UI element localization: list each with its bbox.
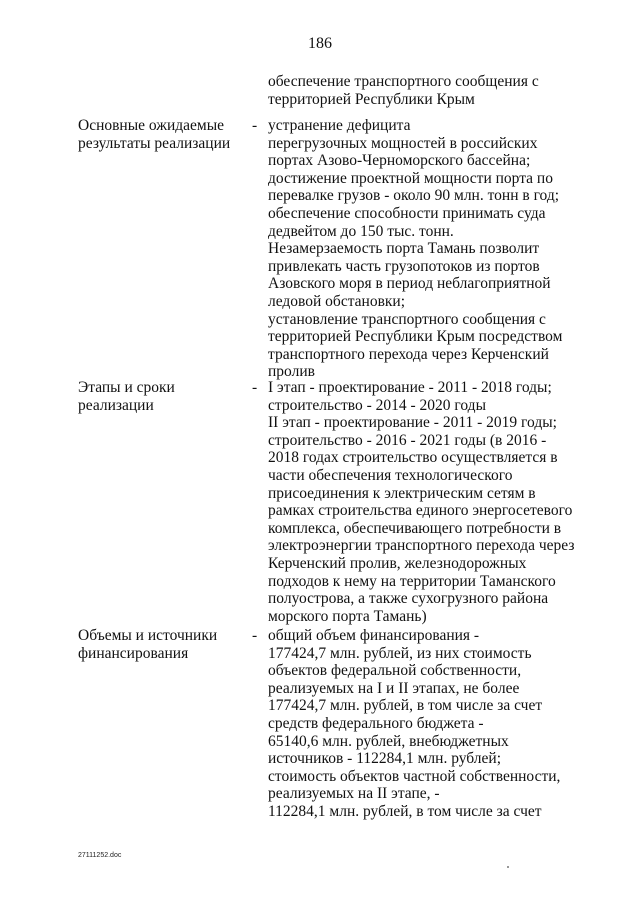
section-label-stages (78, 379, 248, 414)
content-line: 177424,7 млн. рублей, из них стоимость (268, 644, 532, 662)
intro-line: обеспечение транспортного сообщения с (268, 73, 539, 90)
intro-line: территорией Республики Крым (268, 90, 475, 108)
content-line: 65140,6 млн. рублей, внебюджетных (268, 732, 509, 750)
page-number: 186 (308, 35, 332, 52)
content-line: объектов федеральной собственности, (268, 662, 522, 680)
section-label-results (78, 117, 248, 152)
content-line: 177424,7 млн. рублей, в том числе за счет (268, 697, 543, 715)
content-line: морского порта Тамань) (268, 607, 427, 625)
section-dash: - (252, 117, 258, 134)
content-line: территорией Республики Крым посредством (268, 328, 563, 346)
content-line: рамках строительства единого энергосетевого (268, 502, 573, 520)
content-line: полуострова, а также сухогрузного района (268, 590, 549, 608)
content-line: транспортного перехода через Керченский (268, 345, 549, 363)
section-dash: - (252, 627, 258, 644)
content-line: дедвейтом до 150 тыс. тонн. (268, 222, 454, 240)
intro-text (268, 73, 598, 108)
scan-dot (507, 866, 509, 868)
content-line: Незамерзаемость порта Тамань позволит (268, 240, 540, 258)
content-line: перегрузочных мощностей в российских (268, 134, 538, 152)
content-line: пролив (268, 363, 315, 381)
content-line: общий объем финансирования - (268, 627, 480, 644)
content-line: портах Азово-Черноморского бассейна; (268, 152, 531, 170)
content-line: присоединения к электрическим сетям в (268, 484, 536, 502)
section-dash: - (252, 379, 258, 396)
content-line: части обеспечения технологического (268, 466, 513, 484)
label-line: Этапы и сроки (78, 379, 175, 396)
content-line: реализуемых на I и II этапах, не более (268, 679, 520, 697)
content-line: устранение дефицита (268, 117, 411, 134)
content-line: строительство - 2016 - 2021 годы (в 2016 - (268, 431, 547, 449)
footer-filename: 27111252.doc (78, 852, 122, 859)
content-line: перевалке грузов - около 90 млн. тонн в год; (268, 187, 560, 205)
content-line: Азовского моря в период неблагоприятной (268, 275, 551, 293)
content-line: источников - 112284,1 млн. рублей; (268, 750, 502, 768)
content-line: II этап - проектирование - 2011 - 2019 годы; (268, 414, 557, 432)
content-line: 2018 годах строительство осуществляется в (268, 449, 558, 467)
content-line: обеспечение способности принимать суда (268, 204, 546, 222)
label-line: результаты реализации (78, 134, 231, 152)
section-label-funding (78, 627, 248, 662)
section-content-results (268, 117, 598, 381)
label-line: Объемы и источники (78, 627, 218, 644)
content-line: средств федерального бюджета - (268, 714, 484, 732)
content-line: стоимость объектов частной собственности, (268, 767, 561, 785)
content-line: Керченский пролив, железнодорожных (268, 554, 527, 572)
label-line: финансирования (78, 644, 189, 662)
content-line: ледовой обстановки; (268, 292, 406, 310)
label-line: Основные ожидаемые (78, 117, 225, 134)
content-line: комплекса, обеспечивающего потребности в (268, 519, 562, 537)
label-line: реализации (78, 396, 154, 414)
content-line: строительство - 2014 - 2020 годы (268, 396, 486, 414)
content-line: I этап - проектирование - 2011 - 2018 годы; (268, 379, 552, 396)
content-line: подходов к нему на территории Таманского (268, 572, 556, 590)
content-line: установление транспортного сообщения с (268, 310, 546, 328)
content-line: 112284,1 млн. рублей, в том числе за счет (268, 802, 542, 820)
content-line: достижение проектной мощности порта по (268, 169, 553, 187)
content-line: привлекать часть грузопотоков из портов (268, 257, 540, 275)
content-line: реализуемых на II этапе, - (268, 785, 440, 803)
section-content-funding (268, 627, 598, 821)
section-content-stages (268, 379, 598, 625)
content-line: электроэнергии транспортного перехода через (268, 537, 575, 555)
